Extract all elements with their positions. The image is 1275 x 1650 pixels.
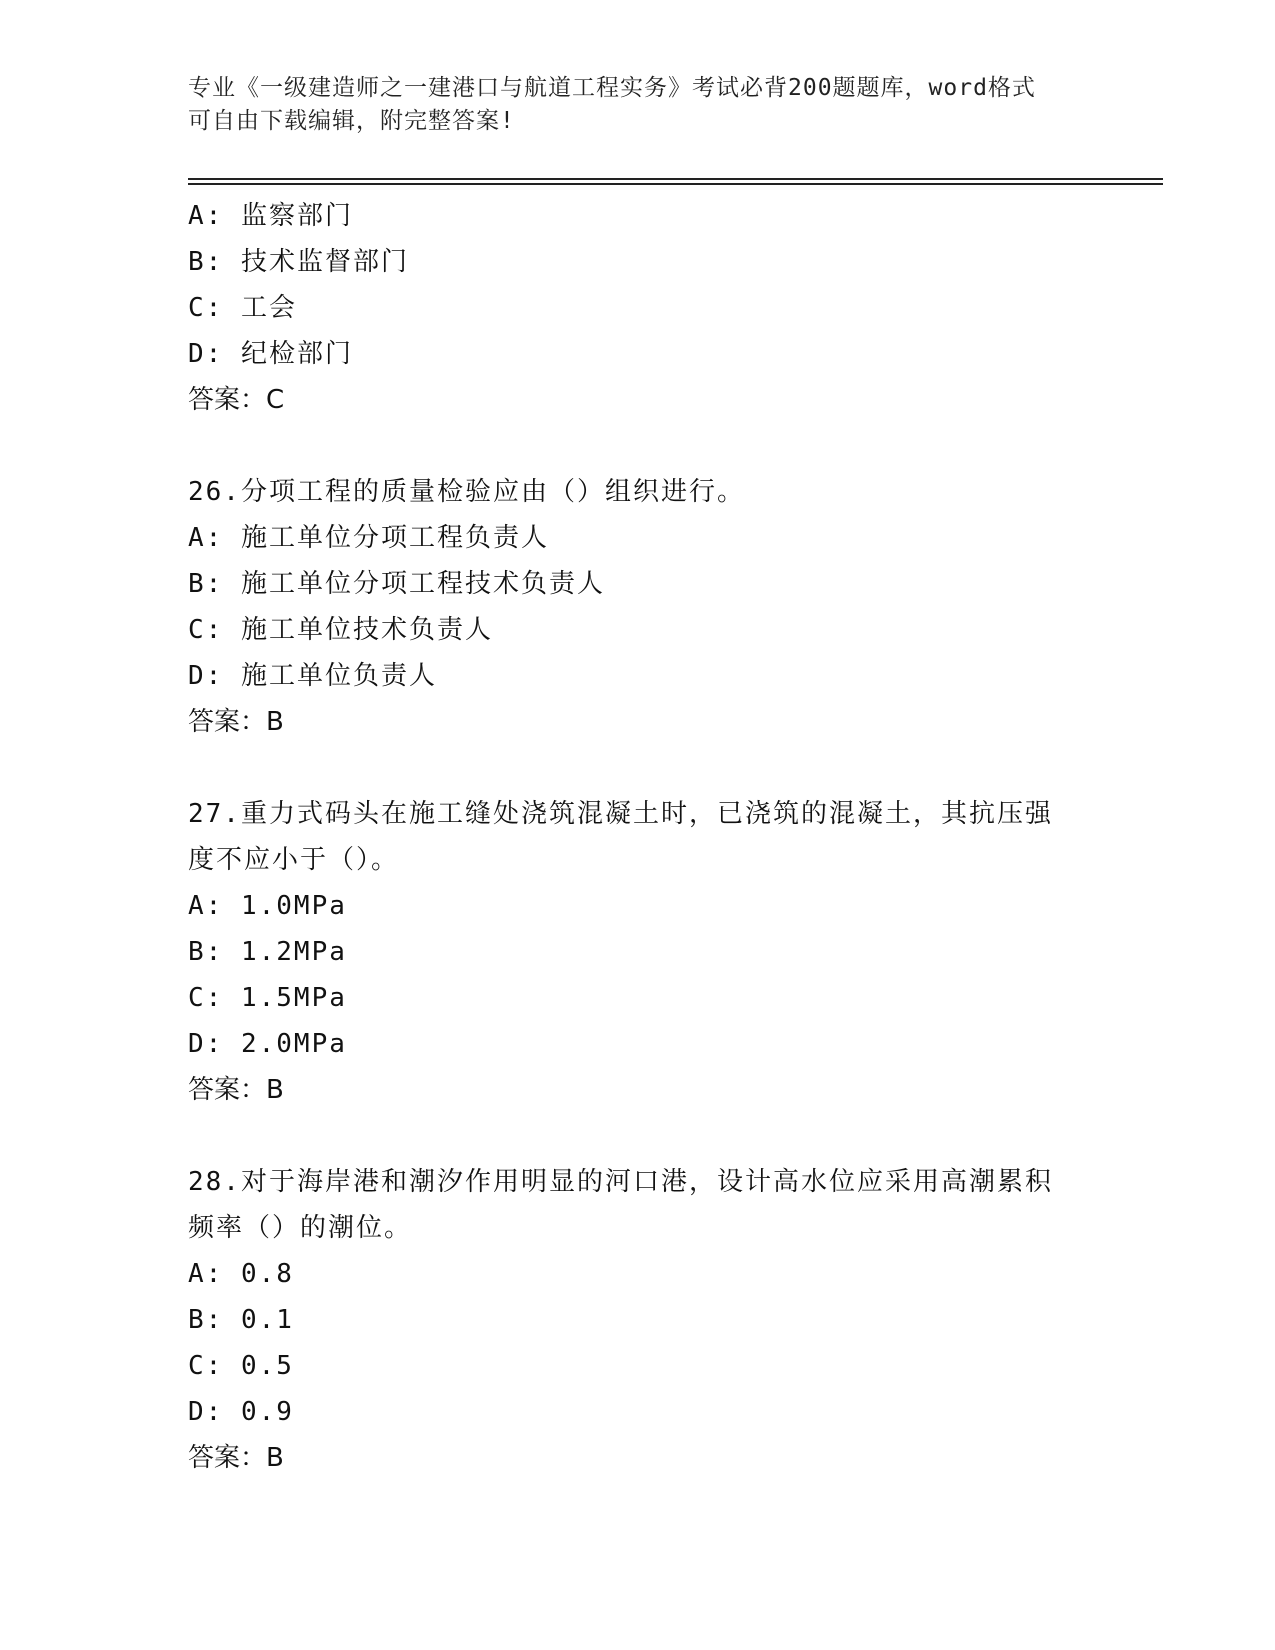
option-d: D: 施工单位负责人	[188, 661, 437, 691]
question-stem-line-2: 频率（）的潮位。	[188, 1213, 413, 1243]
question-28	[188, 1159, 1088, 1481]
question-stem-line-1: 27.重力式码头在施工缝处浇筑混凝土时，已浇筑的混凝土，其抗压强	[188, 799, 1053, 829]
header-line-1: 专业《一级建造师之一建港口与航道工程实务》考试必背200题题库，word格式	[188, 75, 1036, 101]
answer: 答案：B	[188, 1075, 284, 1105]
header-divider-bottom	[188, 183, 1163, 185]
answer: 答案：B	[188, 1443, 284, 1473]
question-25	[188, 193, 1088, 423]
question-stem: 26.分项工程的质量检验应由（）组织进行。	[188, 477, 745, 507]
option-b: B: 0.1	[188, 1305, 294, 1335]
option-a: A: 0.8	[188, 1259, 294, 1289]
question-list	[188, 193, 1088, 1481]
option-c: C: 工会	[188, 293, 297, 323]
option-a: A: 1.0MPa	[188, 891, 347, 921]
answer: 答案：B	[188, 707, 284, 737]
option-c: C: 1.5MPa	[188, 983, 347, 1013]
option-a: A: 施工单位分项工程负责人	[188, 523, 549, 553]
header-divider-top	[188, 178, 1163, 180]
question-26	[188, 469, 1088, 745]
option-c: C: 施工单位技术负责人	[188, 615, 493, 645]
option-a: A: 监察部门	[188, 201, 353, 231]
question-27	[188, 791, 1088, 1113]
header-line-2: 可自由下载编辑，附完整答案!	[188, 108, 515, 134]
question-stem-line-1: 28.对于海岸港和潮汐作用明显的河口港，设计高水位应采用高潮累积	[188, 1167, 1053, 1197]
option-b: B: 1.2MPa	[188, 937, 347, 967]
option-d: D: 0.9	[188, 1397, 294, 1427]
option-b: B: 施工单位分项工程技术负责人	[188, 569, 605, 599]
option-b: B: 技术监督部门	[188, 247, 409, 277]
option-c: C: 0.5	[188, 1351, 294, 1381]
question-stem-line-2: 度不应小于（）。	[188, 845, 400, 875]
option-d: D: 纪检部门	[188, 339, 353, 369]
answer: 答案：C	[188, 385, 285, 415]
spacer	[188, 1113, 1088, 1159]
spacer	[188, 423, 1088, 469]
document-header	[188, 72, 1088, 138]
option-d: D: 2.0MPa	[188, 1029, 347, 1059]
spacer	[188, 745, 1088, 791]
